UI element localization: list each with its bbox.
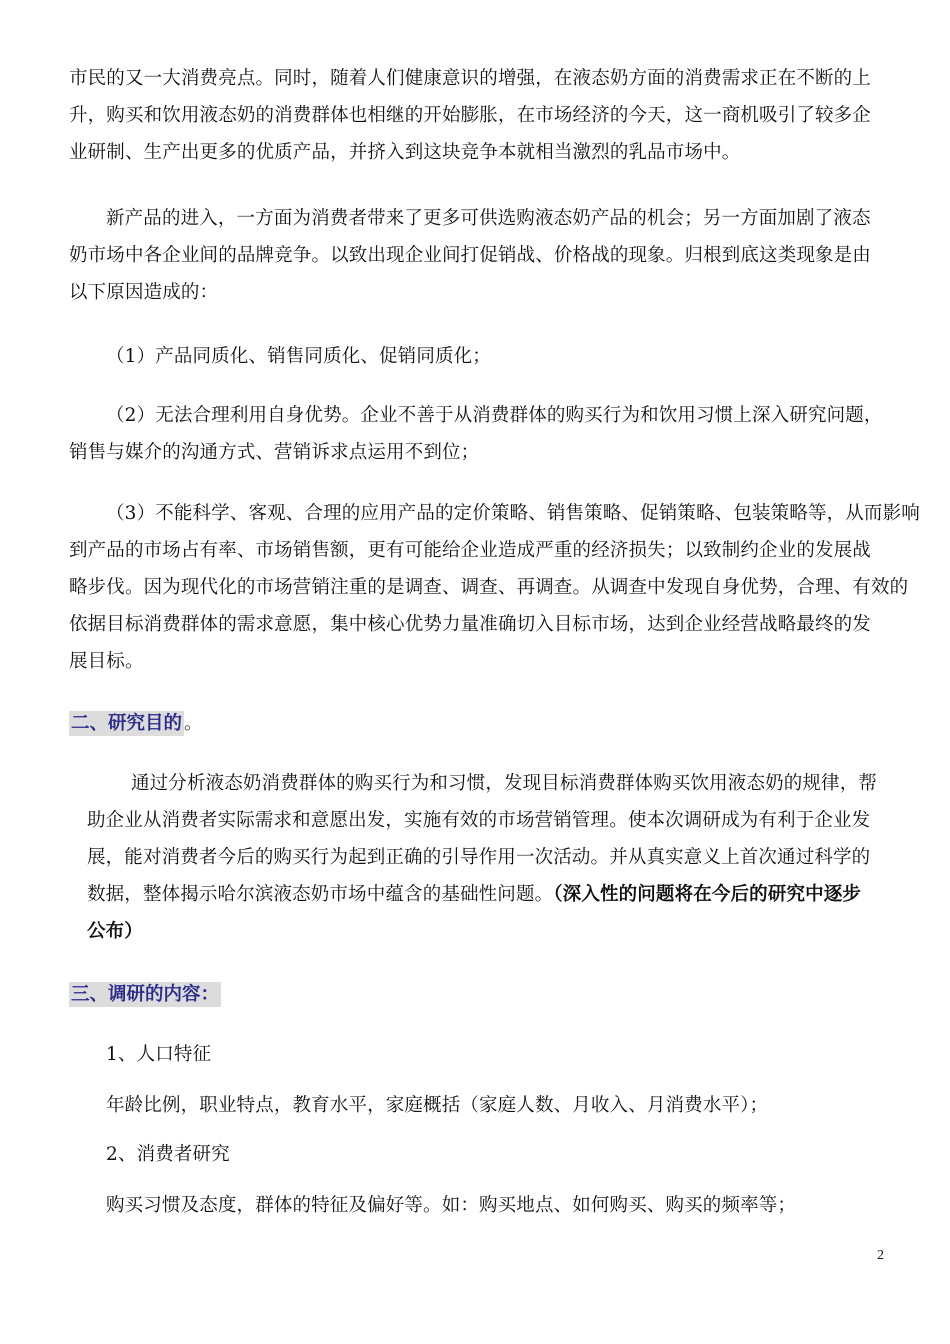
new-products-paragraph-line: 新产品的进入，一方面为消费者带来了更多可供选购液态奶产品的机会；另一方面加剧了液态 — [106, 208, 871, 229]
content-item-1-text: 年龄比例，职业特点，教育水平，家庭概括（家庭人数、月收入、月消费水平）； — [106, 1095, 769, 1116]
reason-2-line: （2）无法合理利用自身优势。企业不善于从消费群体的购买行为和饮用习惯上深入研究问题， — [106, 405, 883, 426]
reason-3-line: 展目标。 — [69, 651, 144, 672]
intro-paragraph-line: 市民的又一大消费亮点。同时，随着人们健康意识的增强，在液态奶方面的消费需求正在不断的上 — [69, 68, 871, 89]
section-3-heading — [69, 982, 221, 1008]
section-2-paragraph-line: 助企业从消费者实际需求和意愿出发，实施有效的市场营销管理。使本次调研成为有利于企业发 — [87, 810, 871, 831]
section-3-heading-text: 三、调研的内容： — [71, 984, 220, 1005]
intro-paragraph-line: 升，购买和饮用液态奶的消费群体也相继的开始膨胀，在市场经济的今天，这一商机吸引了较多企 — [69, 105, 871, 126]
section-2-paragraph-line: 展，能对消费者今后的购买行为起到正确的引导作用一次活动。并从真实意义上首次通过科学的 — [87, 847, 871, 868]
reason-2-line: 销售与媒介的沟通方式、营销诉求点运用不到位； — [69, 442, 480, 463]
section-2-heading — [69, 711, 203, 737]
section-2-paragraph-line: 通过分析液态奶消费群体的购买行为和习惯，发现目标消费群体购买饮用液态奶的规律，帮 — [131, 773, 878, 794]
new-products-paragraph-line: 以下原因造成的： — [69, 282, 219, 303]
new-products-paragraph-line: 奶市场中各企业间的品牌竞争。以致出现企业间打促销战、价格战的现象。归根到底这类现象是由 — [69, 245, 871, 266]
section-2-heading-text: 二、研究目的 — [71, 713, 183, 734]
section-2-last-line-text: 数据，整体揭示哈尔滨液态奶市场中蕴含的基础性问题。 — [87, 884, 554, 905]
content-item-2-text: 购买习惯及态度，群体的特征及偏好等。如：购买地点、如何购买、购买的频率等； — [106, 1195, 797, 1216]
reason-3-line: 略步伐。因为现代化的市场营销注重的是调查、调查、再调查。从调查中发现自身优势，合理、有效的 — [69, 577, 909, 598]
content-item-2-title: 2、消费者研究 — [106, 1144, 230, 1165]
reason-3-line: （3）不能科学、客观、合理的应用产品的定价策略、销售策略、促销策略、包装策略等，从而影响 — [106, 503, 920, 524]
reason-3-line: 依据目标消费群体的需求意愿，集中核心优势力量准确切入目标市场，达到企业经营战略最终的发 — [69, 614, 871, 635]
page-number: 2 — [877, 1248, 884, 1263]
section-2-paragraph-last-line — [87, 882, 861, 908]
reason-1: （1）产品同质化、销售同质化、促销同质化； — [106, 346, 491, 367]
section-2-heading-suffix: 。 — [184, 713, 203, 734]
reason-3-line: 到产品的市场占有率、市场销售额，更有可能给企业造成严重的经济损失；以致制约企业的发展战 — [69, 540, 871, 561]
section-2-bold-note: （深入性的问题将在今后的研究中逐步 — [553, 884, 862, 905]
content-item-1-title: 1、人口特征 — [106, 1044, 212, 1065]
intro-paragraph-line: 业研制、生产出更多的优质产品，并挤入到这块竞争本就相当激烈的乳品市场中。 — [69, 142, 741, 163]
section-2-bold-note-continued: 公布） — [87, 921, 143, 942]
